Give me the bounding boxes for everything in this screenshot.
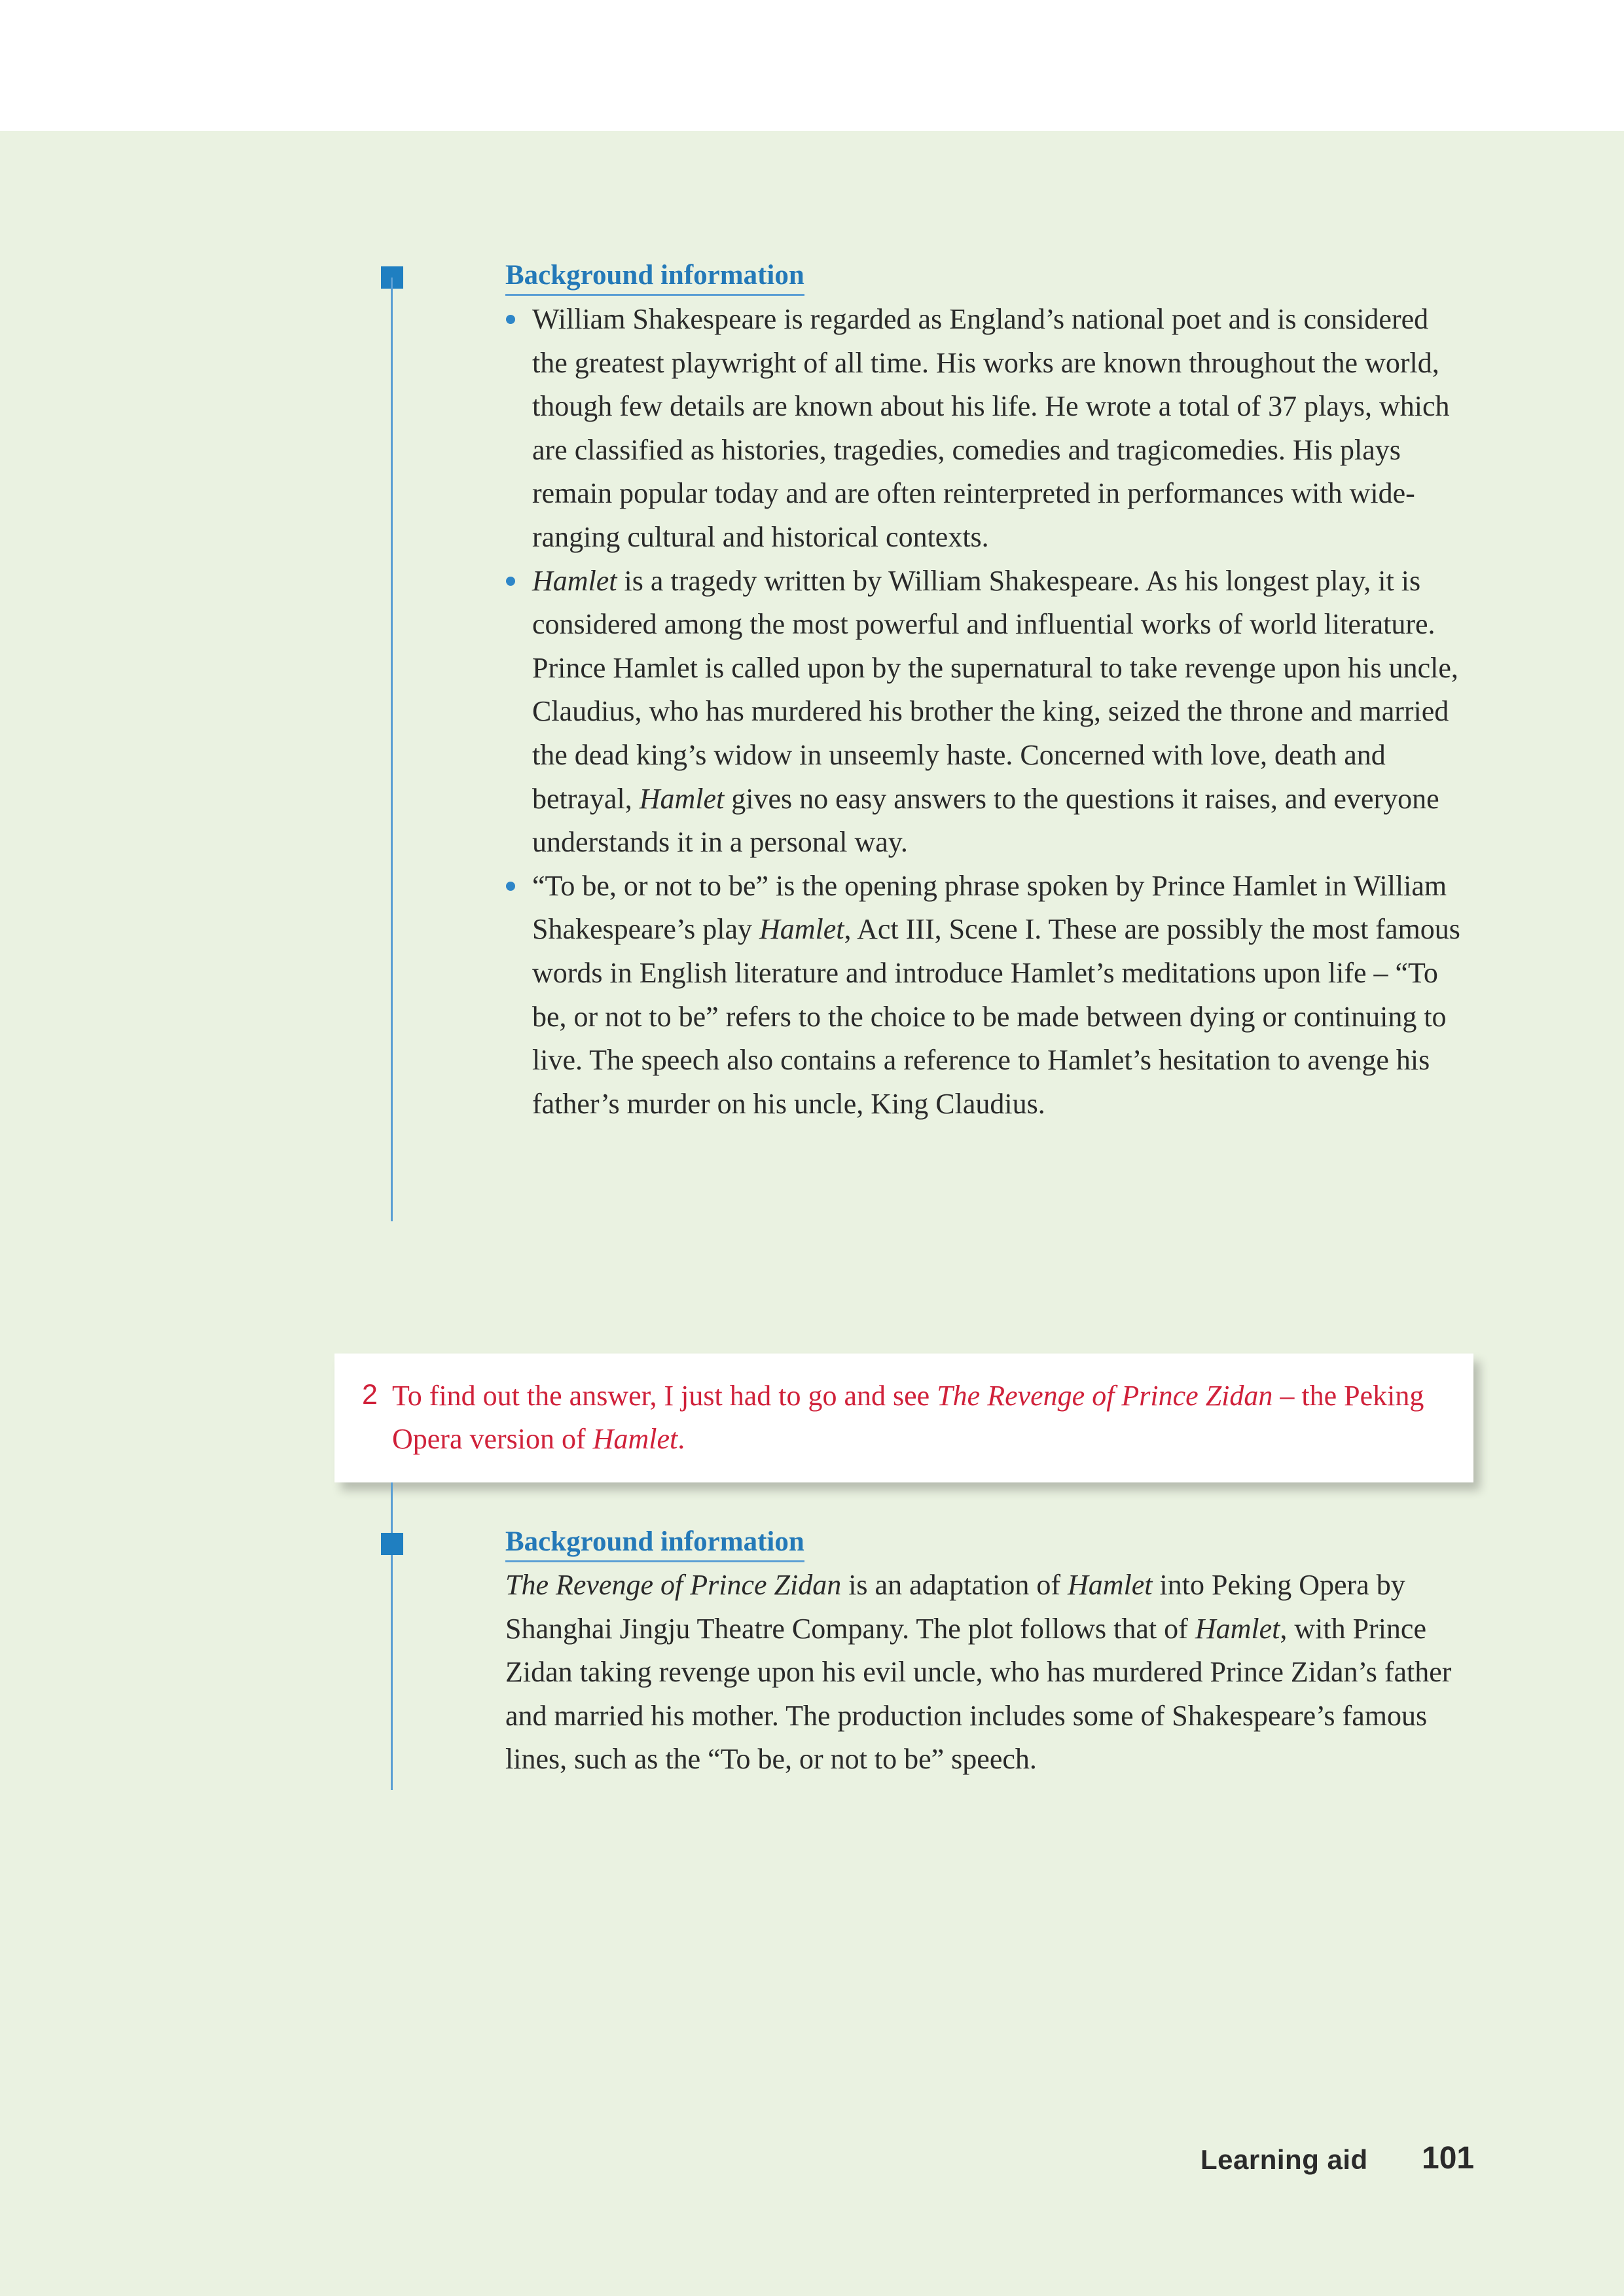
italic-title-text: Hamlet <box>592 1423 678 1455</box>
background-bullet-list <box>505 298 1468 1126</box>
background-paragraph <box>505 1564 1461 1782</box>
quote-number: 2 <box>362 1379 378 1410</box>
bullet-dot-icon <box>506 315 515 324</box>
section-rule-1 <box>391 278 393 1221</box>
text-run: gives no easy answers to the questions it raises, and everyone understands it in a personal way. <box>532 782 1439 859</box>
bullet-text <box>532 303 1450 553</box>
bullet-item <box>505 298 1468 560</box>
section-marker-2 <box>381 1533 403 1555</box>
bullet-item <box>505 865 1468 1126</box>
background-info-title-2: Background information <box>505 1524 804 1562</box>
section-rule-2 <box>391 1482 393 1790</box>
text-run: William Shakespeare is regarded as England’s national poet and is considered the greatest playwright of all time. His works are known throughout the world, though few details are known about his life. He wrote a total of 37 plays, which are classified as histories, tragedies, comedies and tragicomedies. His plays remain popular today and are often reinterpreted in performances with wide-ranging cultural and historical contexts. <box>532 303 1450 553</box>
italic-title-text: Hamlet <box>759 913 844 946</box>
text-run: – the Peking Opera version of <box>392 1380 1424 1455</box>
quote-text <box>392 1374 1453 1461</box>
bullet-item <box>505 560 1468 865</box>
italic-title-text: The Revenge of Prince Zidan <box>505 1569 842 1601</box>
italic-title-text: The Revenge of Prince Zidan <box>937 1380 1273 1412</box>
text-run: . <box>677 1423 685 1455</box>
bullet-text <box>532 870 1460 1120</box>
text-run: , with Prince Zidan taking revenge upon his evil uncle, who has murdered Prince Zidan’s father and married his mother. The production includes some of Shakespeare’s famous lines, such as the “To be, or not to be” speech. <box>505 1612 1452 1776</box>
bullet-dot-icon <box>506 577 515 586</box>
text-run: “To be, or not to be” is the opening phrase spoken by Prince Hamlet in William Shakespeare’s play <box>532 869 1447 946</box>
italic-title-text: Hamlet <box>639 782 725 815</box>
text-run: is a tragedy written by William Shakespeare. As his longest play, it is considered among the most powerful and influential works of world literature. Prince Hamlet is called upon by the supernatural to take revenge upon his uncle, Claudius, who has murdered his brother the king, seized the throne and married the dead king’s widow in unseemly haste. Concerned with love, death and betrayal, <box>532 564 1458 815</box>
footer-label: Learning aid <box>1200 2144 1368 2175</box>
text-run: To find out the answer, I just had to go and see <box>392 1380 937 1412</box>
text-run: into Peking Opera by Shanghai Jingju Theatre Company. The plot follows that of <box>505 1569 1405 1645</box>
italic-title-text: Hamlet <box>1068 1569 1153 1601</box>
text-run: is an adaptation of <box>841 1569 1068 1601</box>
background-info-title-1: Background information <box>505 257 804 296</box>
italic-title-text: Hamlet <box>532 564 617 597</box>
text-run: , Act III, Scene I. These are possibly the most famous words in English literature and introduce Hamlet’s meditations upon life – “To be, or not to be” refers to the choice to be made between dying or continuing to live. The speech also contains a reference to Hamlet’s hesitation to avenge his father’s murder on his uncle, King Claudius. <box>532 913 1460 1120</box>
bullet-text <box>532 565 1458 859</box>
page-number: 101 <box>1422 2141 1475 2176</box>
quote-box <box>334 1354 1473 1482</box>
italic-title-text: Hamlet <box>1195 1612 1280 1645</box>
bullet-dot-icon <box>506 882 515 891</box>
